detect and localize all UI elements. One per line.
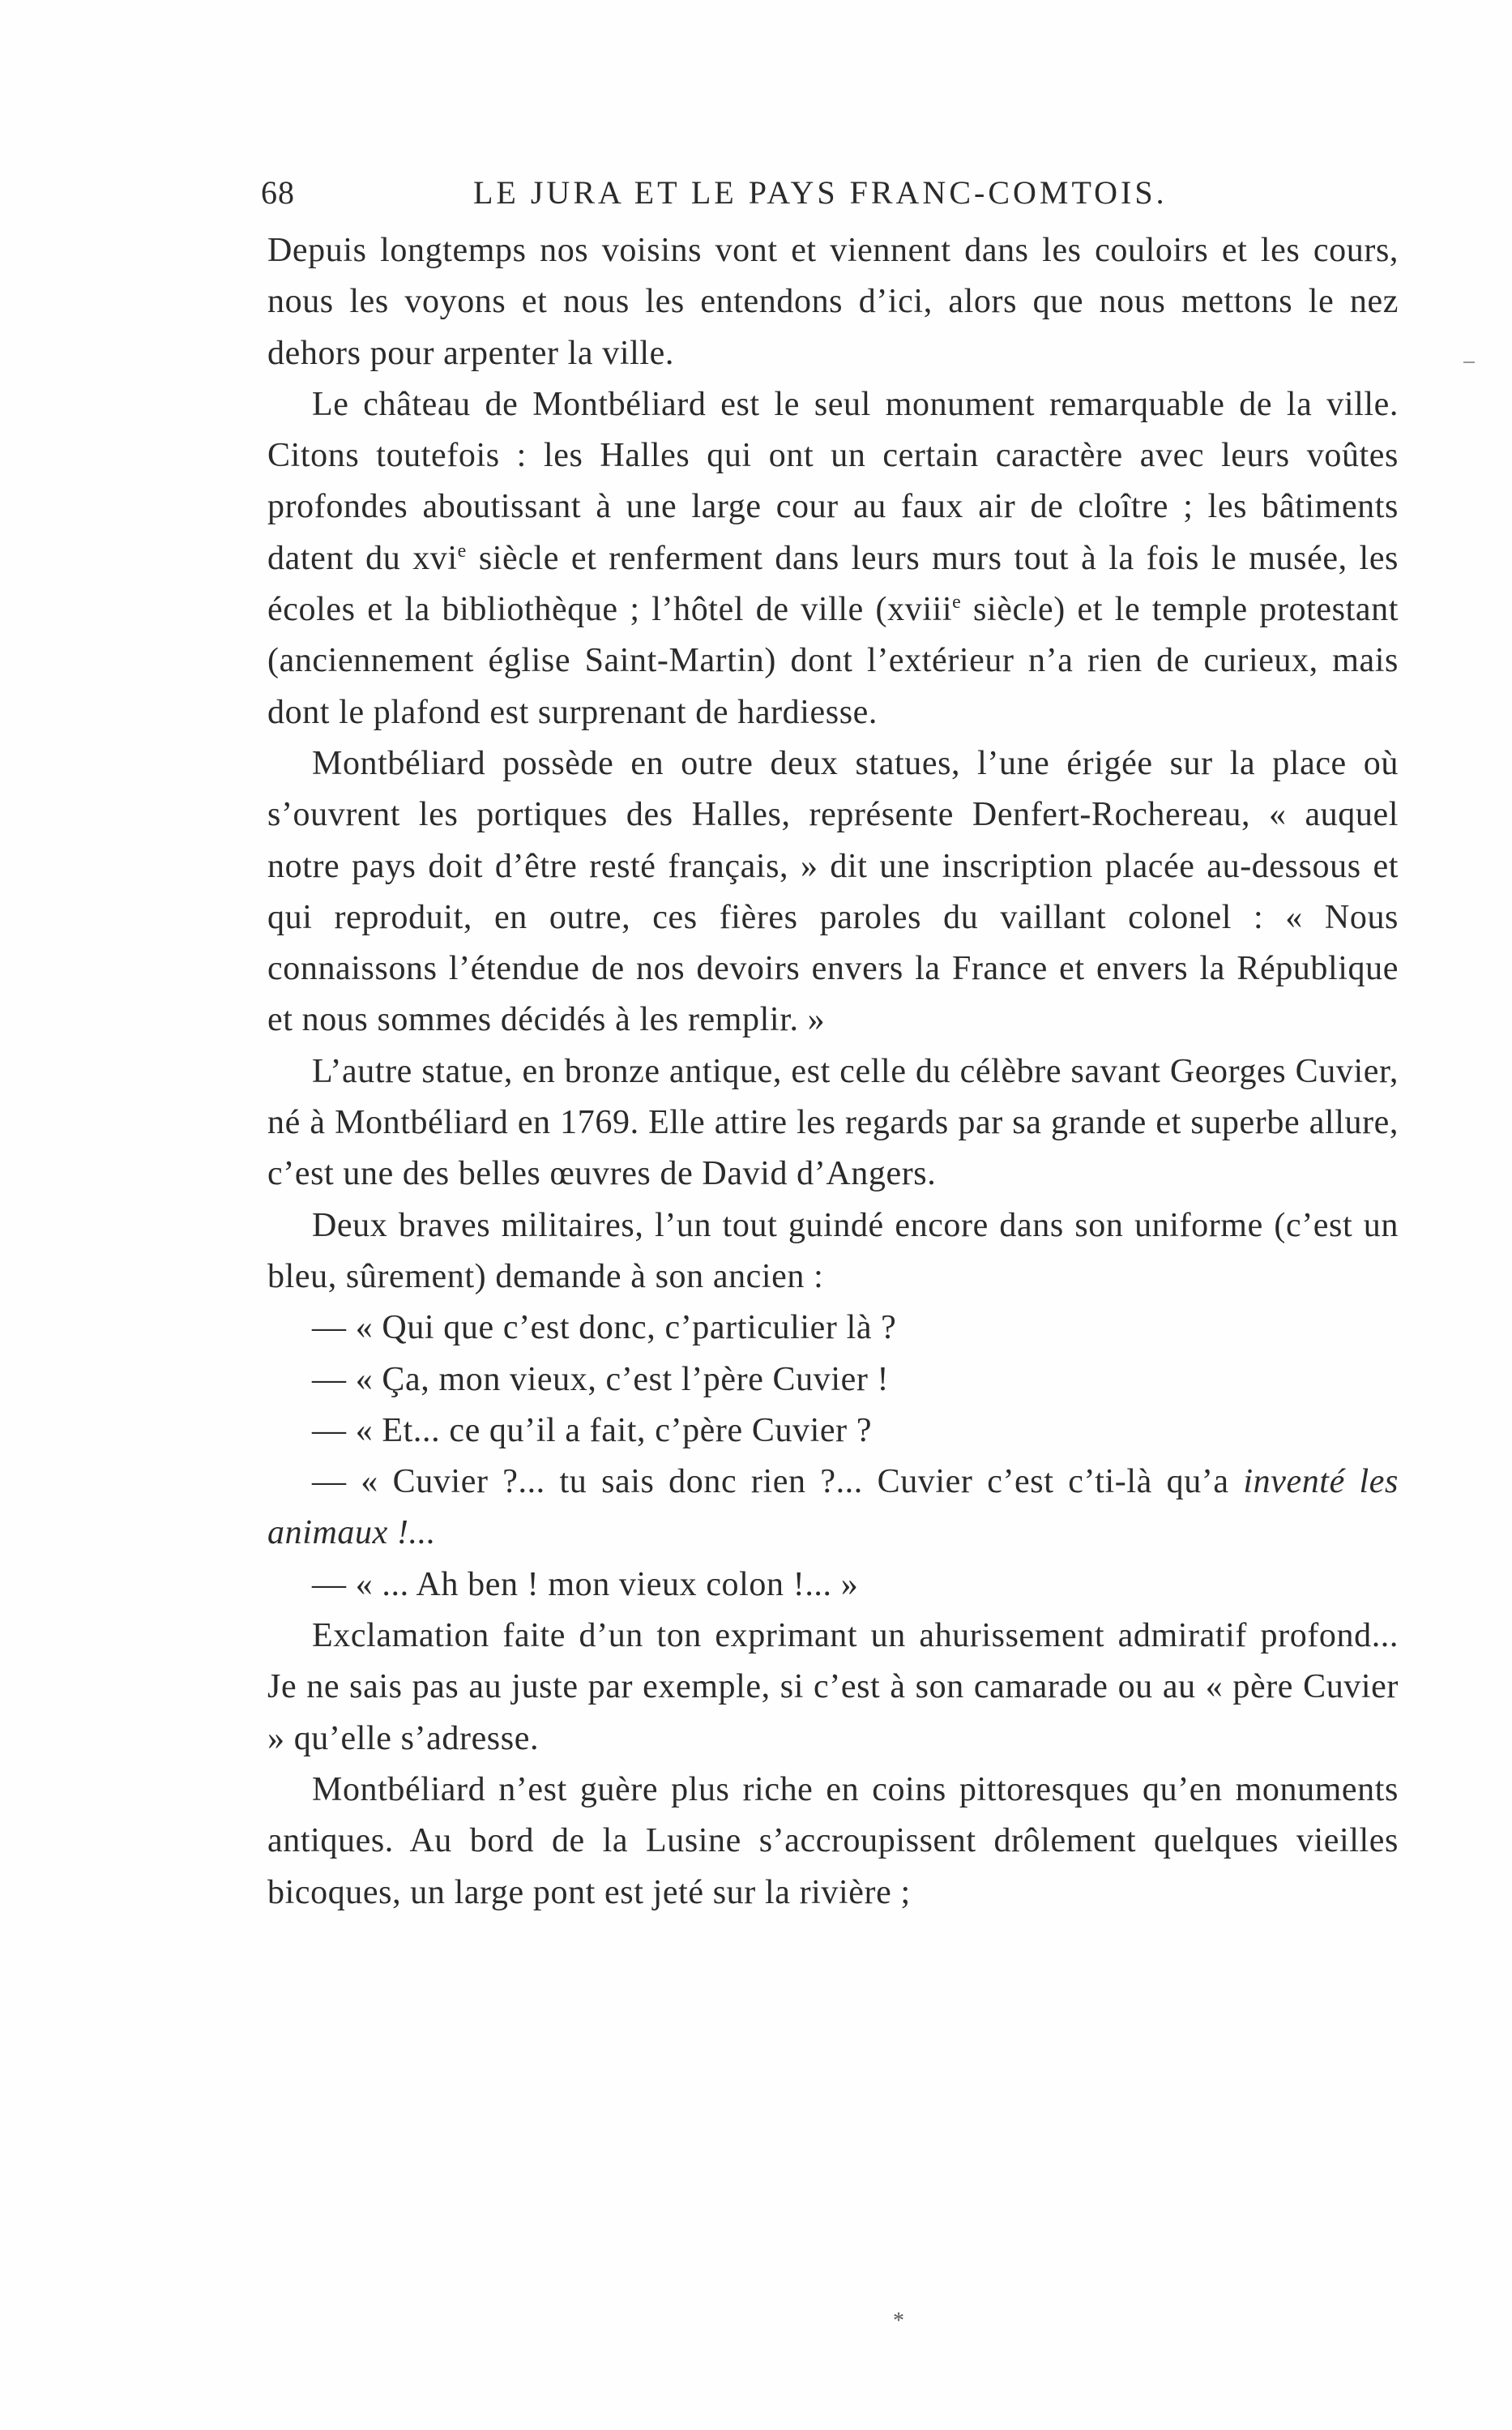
dialogue-line-4-italic: inventé les animaux !...: [267, 1463, 1399, 1552]
dialogue-line-1: — « Qui que c’est donc, c’particulier là ?: [312, 1309, 897, 1347]
footer-mark: *: [893, 2308, 904, 2334]
dialogue-line-5: — « ... Ah ben ! mon vieux colon !... »: [312, 1565, 859, 1603]
page-number: 68: [261, 174, 295, 211]
margin-mark: [1463, 362, 1475, 363]
century-16: xvi: [412, 539, 458, 577]
body-text: [267, 225, 1399, 1919]
paragraph-4: L’autre statue, en bronze antique, est celle du célèbre savant Georges Cuvier, né à Montbéliard en 1769. Elle attire les regards par sa grande et superbe allure, c’est une des belles œuvres de David d’Angers.: [267, 1052, 1399, 1193]
paragraph-6: Exclamation faite d’un ton exprimant un ahurissement admiratif profond... Je ne sais pas au juste par exemple, si c’est à son camarade ou au « père Cuvier » qu’elle s’adresse.: [267, 1617, 1399, 1757]
paragraph-2-part-3: siècle) et le temple protestant (anciennement église Saint-Martin) dont l’extérieur n’a rien de curieux, mais dont le plafond est surprenant de hardiesse.: [267, 591, 1399, 731]
paragraph-3: Montbéliard possède en outre deux statues, l’une érigée sur la place où s’ouvrent les portiques des Halles, représente Denfert-Rochereau, « auquel notre pays doit d’être resté français, » dit une inscription placée au-dessous et qui reproduit, en outre, ces fières paroles du vaillant colonel : « Nous connaissons l’étendue de nos devoirs envers la France et envers la République et nous sommes décidés à les remplir. »: [267, 744, 1399, 1039]
century-18: xviii: [887, 591, 953, 629]
paragraph-2: [267, 379, 1399, 738]
dialogue-line-4: [267, 1457, 1399, 1559]
paragraph-5: Deux braves militaires, l’un tout guindé encore dans son uniforme (c’est un bleu, sûrement) demande à son ancien :: [267, 1206, 1399, 1295]
dialogue-line-2: — « Ça, mon vieux, c’est l’père Cuvier !: [312, 1360, 890, 1398]
paragraph-2-part-1: Le château de Montbéliard est le seul monument remarquable de la ville. Citons toutefois : les Halles qui ont un certain caractère avec leurs voûtes profondes aboutissant à une large cour au faux air de cloître ; les bâtiments datent du: [267, 385, 1399, 577]
dialogue-line-4-text: — « Cuvier ?... tu sais donc rien ?... Cuvier c’est c’ti-là qu’a: [312, 1463, 1244, 1501]
running-title: LE JURA ET LE PAYS FRANC-COMTOIS.: [473, 174, 1168, 211]
century-16-superscript: e: [457, 540, 467, 562]
dialogue-line-3: — « Et... ce qu’il a fait, c’père Cuvier ?: [312, 1411, 873, 1449]
paragraph-7: Montbéliard n’est guère plus riche en coins pittoresques qu’en monuments antiques. Au bord de la Lusine s’accroupissent drôlement quelques vieilles bicoques, un large pont est jeté sur la rivière ;: [267, 1770, 1399, 1911]
paragraph-1: Depuis longtemps nos voisins vont et viennent dans les couloirs et les cours, nous les voyons et nous les entendons d’ici, alors que nous mettons le nez dehors pour arpenter la ville.: [267, 232, 1399, 372]
century-18-superscript: e: [952, 592, 962, 614]
page-header: [261, 169, 1217, 217]
paragraph-2-part-2: siècle et renferment dans leurs murs tout à la fois le musée, les écoles et la bibliothèque ; l’hôtel de ville (: [267, 539, 1399, 629]
